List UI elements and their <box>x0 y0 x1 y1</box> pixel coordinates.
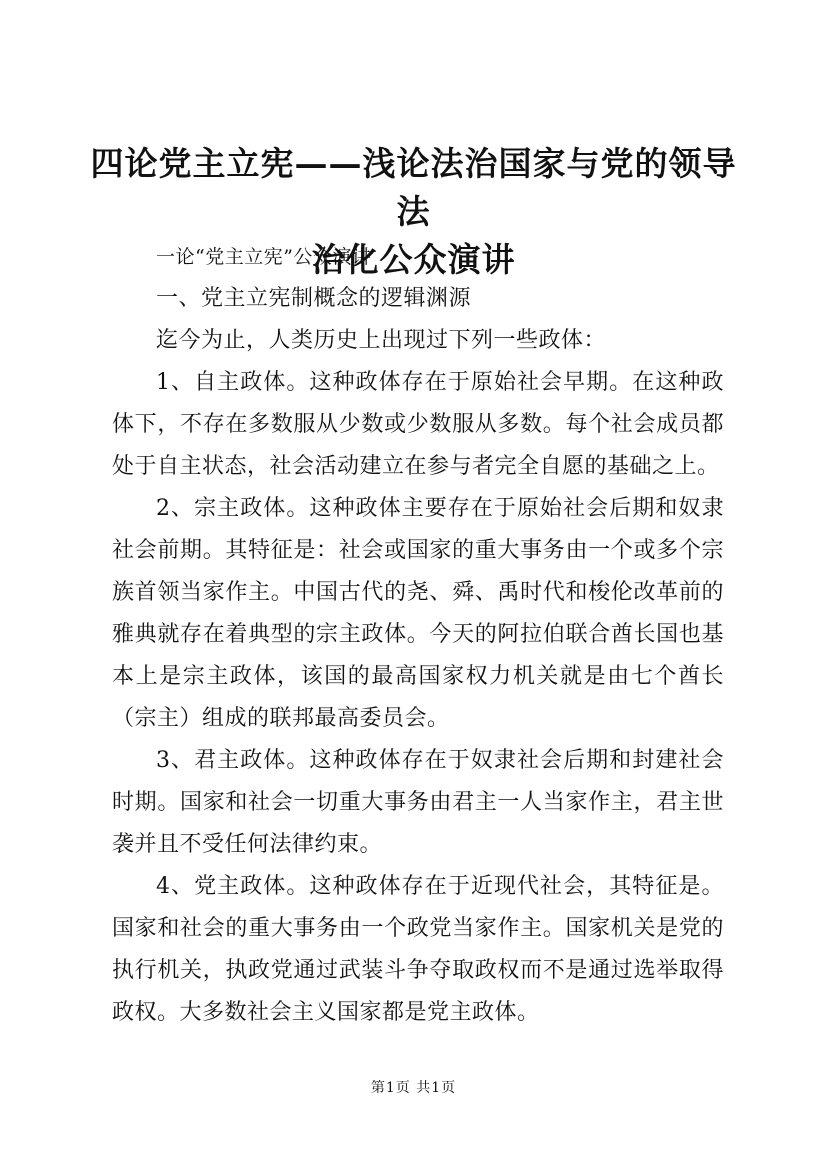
page-number-footer: 第1页 共1页 <box>370 1080 457 1096</box>
section-heading: 一、党主立宪制概念的逻辑渊源 <box>156 286 472 311</box>
paragraph-intro: 迄今为止，人类历史上出现过下列一些政体： <box>156 328 607 353</box>
document-body <box>112 236 724 1034</box>
paragraph-autonomy-regime: 1、自主政体。这种政体存在于原始社会早期。在这种政体下，不存在多数服从少数或少数服从多数。每个社会成员都处于自主状态，社会活动建立在参与者完全自愿的基础之上。 <box>112 370 724 479</box>
paragraph-clan-regime: 2、宗主政体。这种政体主要存在于原始社会后期和奴隶社会前期。其特征是：社会或国家的重大事务由一个或多个宗族首领当家作主。中国古代的尧、舜、禹时代和梭伦改革前的雅典就存在着典型的宗主政体。今天的阿拉伯联合酋长国也基本上是宗主政体，该国的最高国家权力机关就是由七个酋长（宗主）组成的联邦最高委员会。 <box>112 496 724 731</box>
title-line-2: 治化公众演讲 <box>311 240 516 279</box>
paragraph-party-regime: 4、党主政体。这种政体存在于近现代社会，其特征是。国家和社会的重大事务由一个政党当家作主。国家机关是党的执行机关，执政党通过武装斗争夺取政权而不是通过选举取得政权。大多数社会主义国家都是党主政体。 <box>112 874 724 1025</box>
title-line-1: 四论党主立宪——浅论法治国家与党的领导法 <box>90 144 737 231</box>
paragraph-monarchy-regime: 3、君主政体。这种政体存在于奴隶社会后期和封建社会时期。国家和社会一切重大事务由君主一人当家作主，君主世袭并且不受任何法律约束。 <box>112 748 724 857</box>
subtitle: 一论“党主立宪”公众演讲 <box>156 246 372 268</box>
